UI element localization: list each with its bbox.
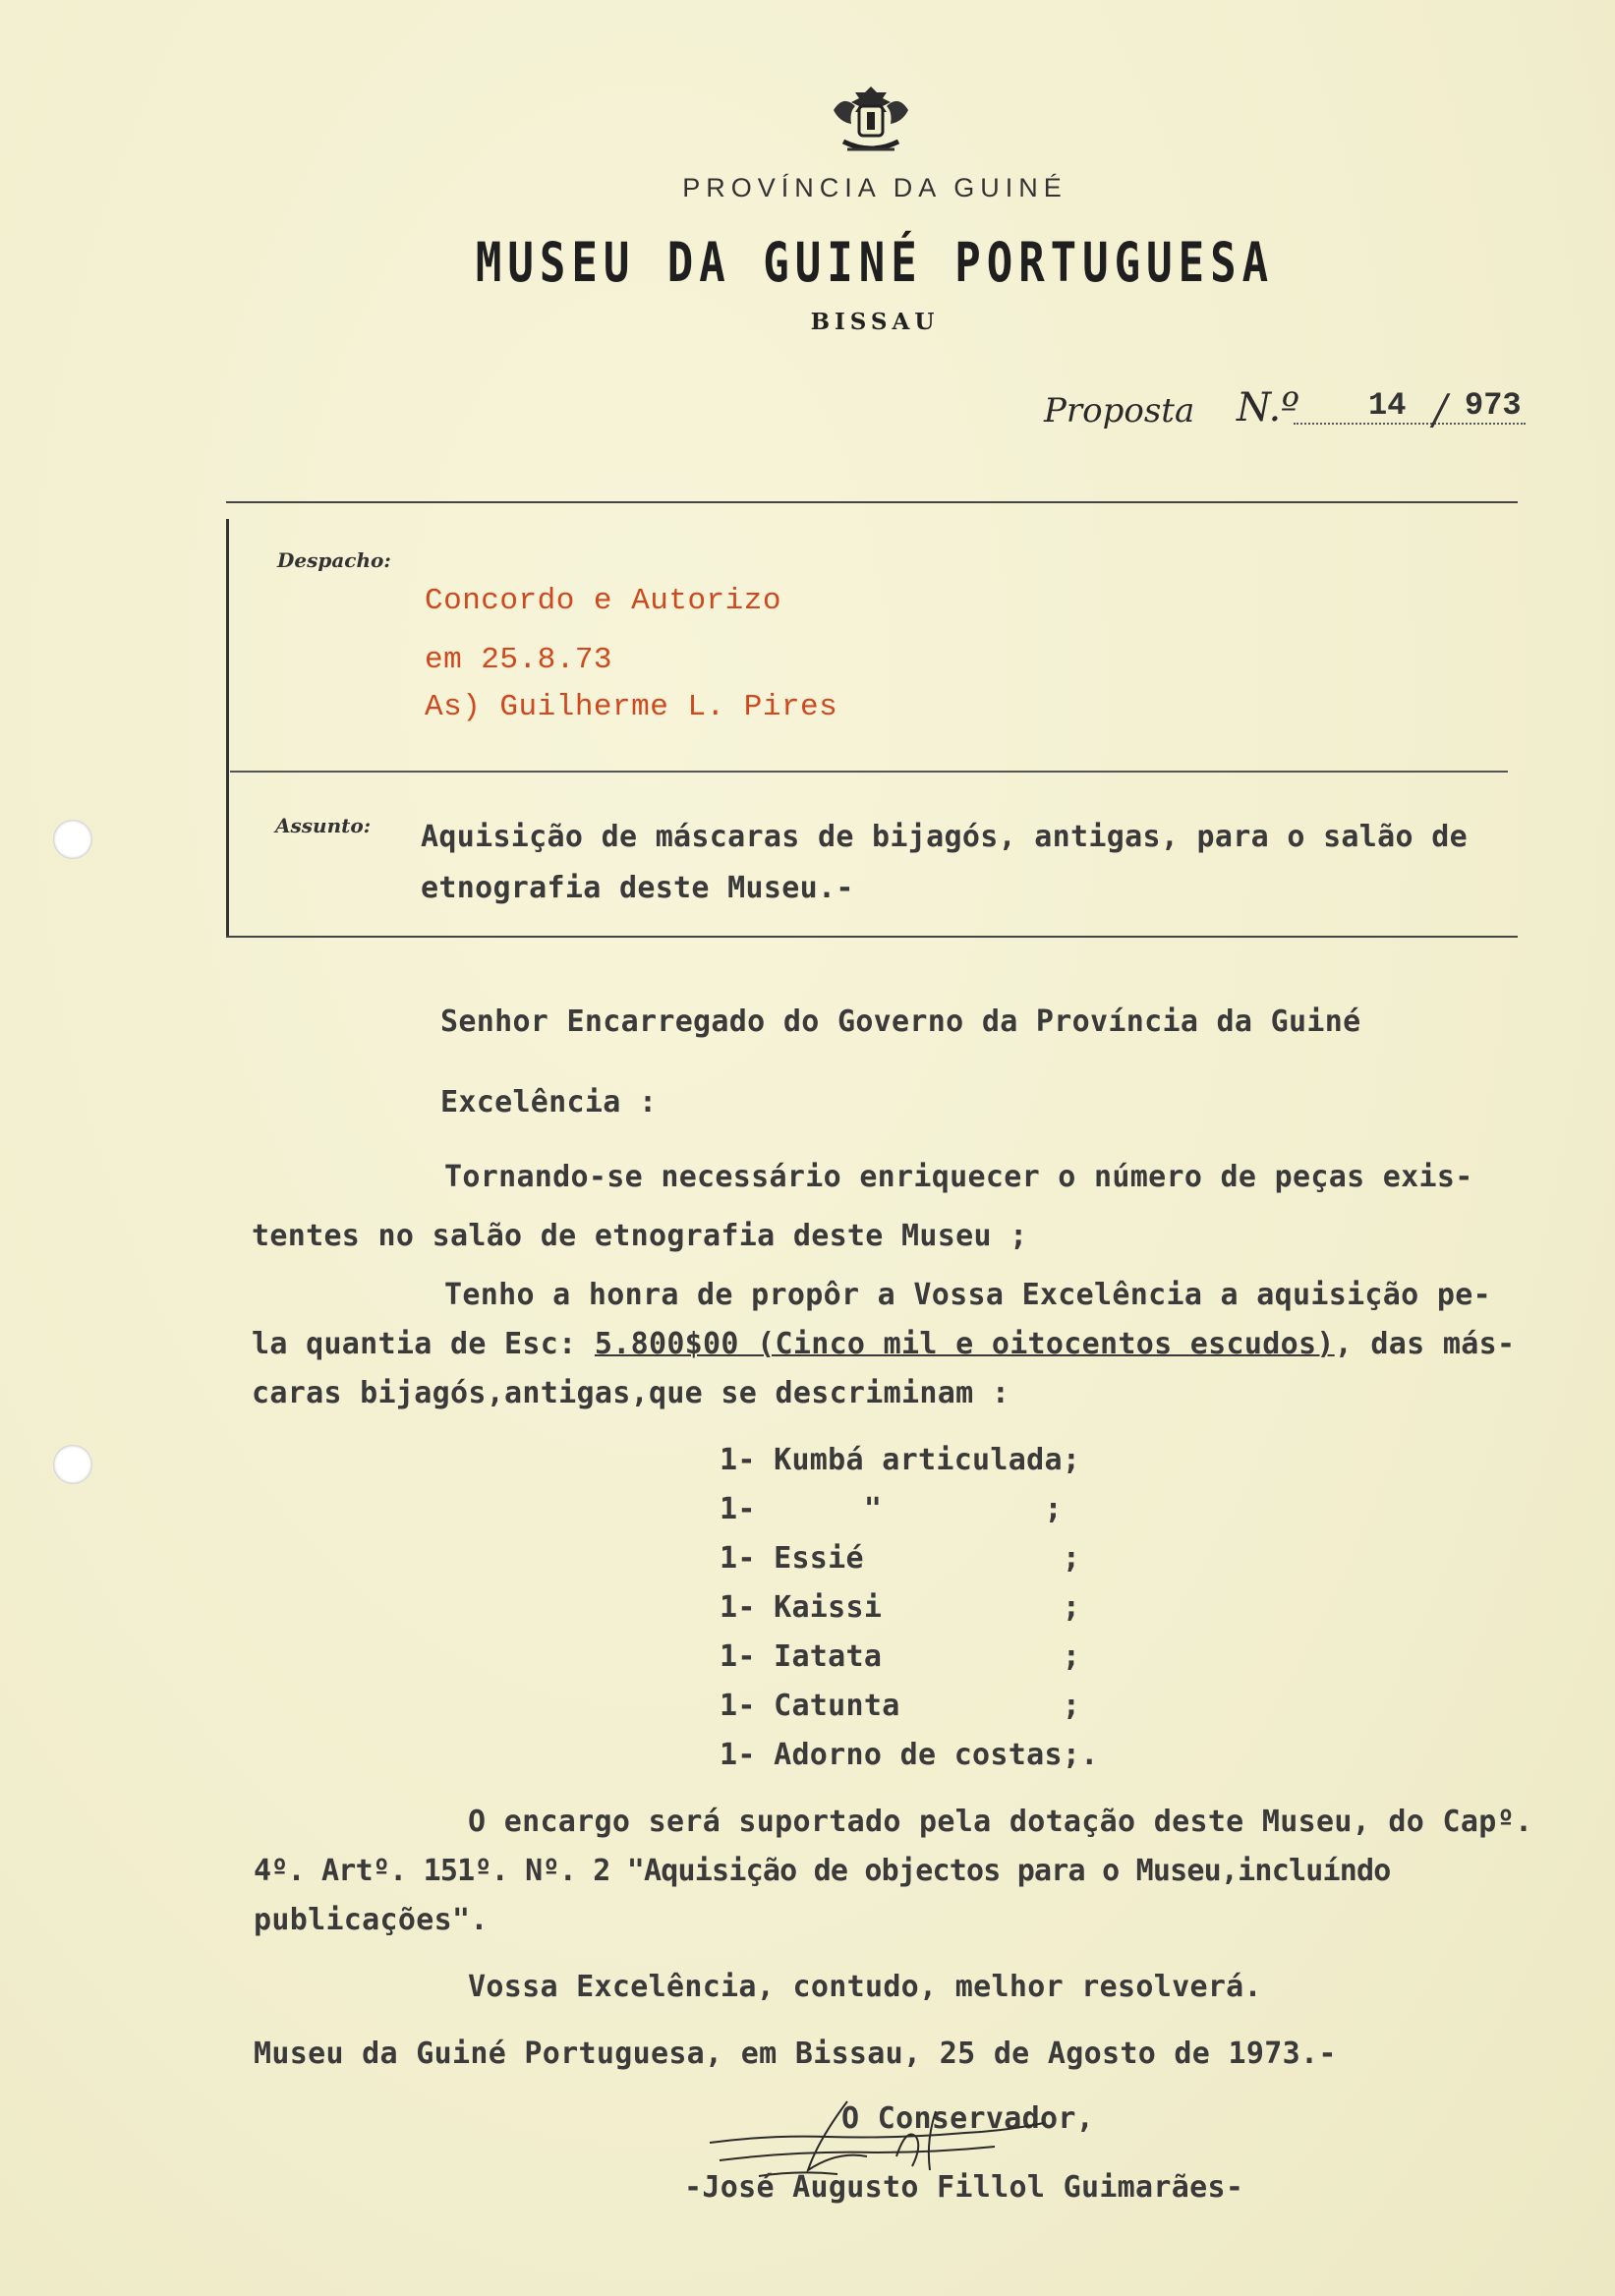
- mask-item: 1- Kumbá articulada;: [720, 1443, 1081, 1477]
- proposta-number-label: N.º: [1237, 385, 1299, 430]
- despacho-line-3: As) Guilherme L. Pires: [425, 690, 838, 724]
- assunto-line-2: etnografia deste Museu.-: [421, 871, 854, 905]
- box-middle-rule: [230, 771, 1508, 773]
- despacho-line-2: em 25.8.73: [425, 643, 613, 677]
- amount-suffix: , das más-: [1334, 1327, 1516, 1361]
- proposta-year: 973: [1465, 387, 1522, 424]
- addressee: Senhor Encarregado do Governo da Província da Guiné: [440, 1004, 1361, 1039]
- box-bottom-rule: [226, 936, 1518, 938]
- paragraph-1-line-2: tentes no salão de etnografia deste Museu ;: [252, 1219, 1028, 1253]
- mask-item: 1- Catunta ;: [720, 1689, 1081, 1723]
- assunto-line-1: Aquisição de máscaras de bijagós, antigas, para o salão de: [421, 820, 1468, 854]
- proposta-number: 14: [1368, 387, 1407, 424]
- city-heading: BISSAU: [810, 309, 940, 335]
- place-and-date: Museu da Guiné Portuguesa, em Bissau, 25 de Agosto de 1973.-: [254, 2037, 1337, 2071]
- mask-item: 1- Iatata ;: [720, 1639, 1081, 1674]
- paragraph-2-line-2: [252, 1327, 1515, 1361]
- despacho-label: Despacho:: [277, 548, 391, 572]
- coat-of-arms-icon: [824, 81, 918, 157]
- punch-hole-bottom: [53, 1445, 92, 1484]
- assunto-label: Assunto:: [275, 814, 372, 837]
- paragraph-2-line-1: Tenho a honra de propôr a Vossa Excelência a aquisição pe-: [444, 1278, 1491, 1312]
- proposta-separator: /: [1433, 385, 1448, 433]
- closing-line: Vossa Excelência, contudo, melhor resolverá.: [468, 1970, 1262, 2004]
- box-top-rule: [226, 501, 1518, 503]
- paragraph-1-line-1: Tornando-se necessário enriquecer o número de peças exis-: [444, 1160, 1473, 1194]
- paragraph-2-line-3: caras bijagós,antigas,que se descriminam :: [252, 1376, 1010, 1410]
- mask-item: 1- Essié ;: [720, 1541, 1081, 1576]
- province-heading: PROVÍNCIA DA GUINÉ: [682, 173, 1067, 202]
- signer-title: O Conservador,: [841, 2101, 1095, 2136]
- signer-name: -José Augusto Fillol Guimarães-: [684, 2170, 1244, 2205]
- amount-value: 5.800$00 (Cinco mil e oitocentos escudos): [594, 1327, 1335, 1361]
- mask-item: 1- Kaissi ;: [720, 1590, 1081, 1625]
- mask-item: 1- " ;: [720, 1492, 1063, 1526]
- paragraph-3-line-2: 4º. Artº. 151º. Nº. 2 "Aquisição de objectos para o Museu,incluíndo: [254, 1854, 1391, 1888]
- punch-hole-top: [53, 820, 92, 859]
- salutation: Excelência :: [440, 1085, 658, 1119]
- despacho-line-1: Concordo e Autorizo: [425, 584, 781, 618]
- museum-heading: MUSEU DA GUINÉ PORTUGUESA: [475, 232, 1275, 295]
- amount-prefix: la quantia de Esc:: [252, 1327, 595, 1361]
- mask-item: 1- Adorno de costas;.: [720, 1738, 1099, 1772]
- paragraph-3-line-1: O encargo será suportado pela dotação deste Museu, do Capº.: [468, 1805, 1533, 1839]
- proposta-label: Proposta: [1044, 391, 1195, 430]
- box-left-rule: [226, 519, 229, 936]
- paragraph-3-line-3: publicações".: [254, 1903, 489, 1937]
